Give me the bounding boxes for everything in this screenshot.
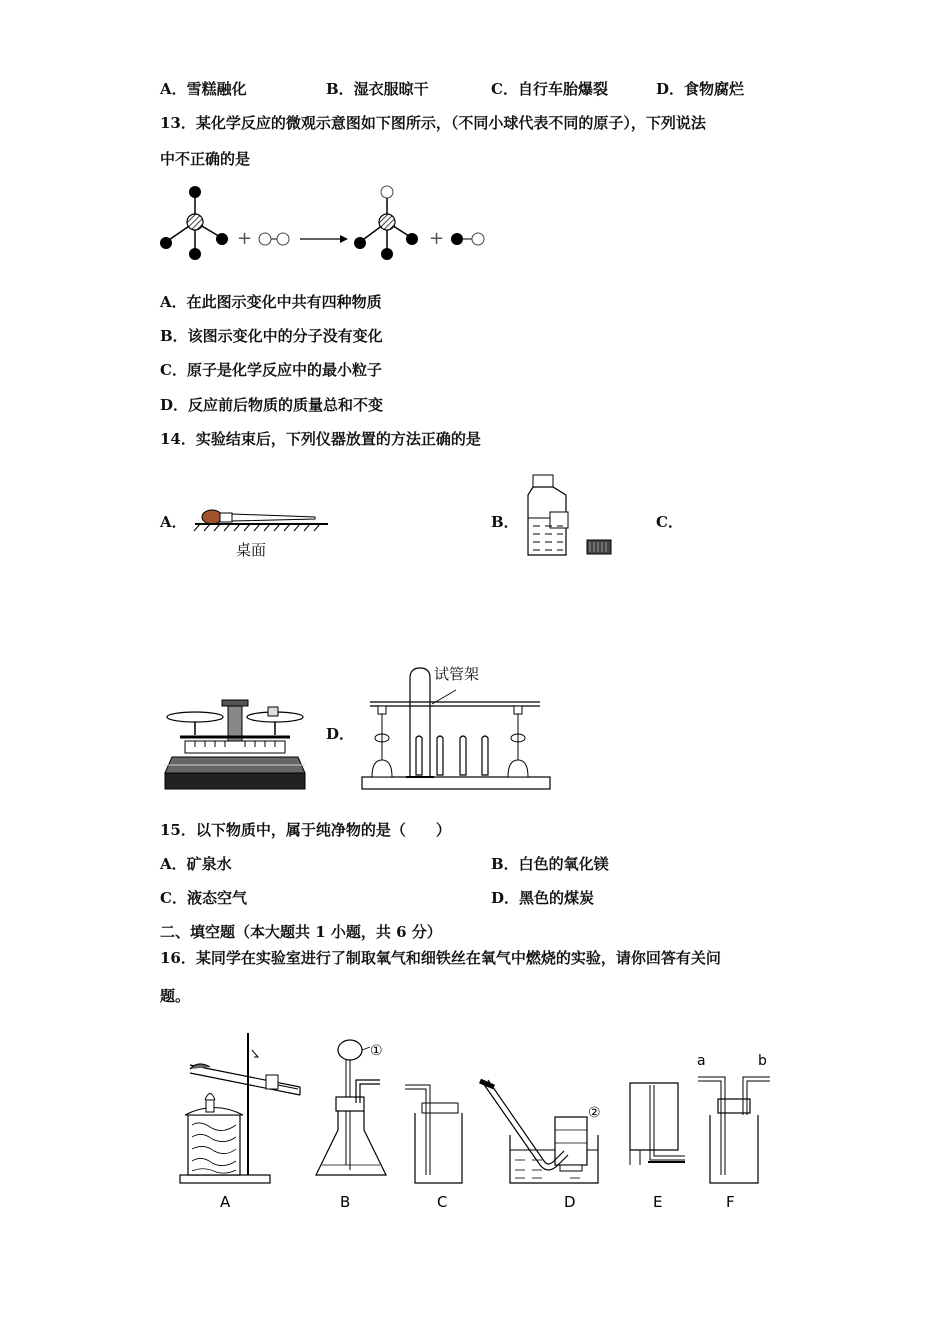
q12-option-d: D．食物腐烂 (656, 80, 745, 98)
label-e: E (653, 1193, 663, 1211)
port-b-label: b (758, 1053, 767, 1069)
q13-stem-line1: 13．某化学反应的微观示意图如下图所示，（不同小球代表不同的原子），下列说法 (160, 114, 706, 132)
lab-apparatus-figure (170, 1025, 790, 1220)
port-a-label: a (697, 1053, 706, 1069)
q15-option-b: B．白色的氧化镁 (491, 855, 609, 873)
q14-label-d: D． (326, 725, 355, 743)
q13-option-b: B．该图示变化中的分子没有变化 (160, 327, 383, 345)
reactant-molecule-2 (259, 233, 289, 245)
q14-stem: 14．实验结束后，下列仪器放置的方法正确的是 (160, 430, 481, 448)
q15-option-d: D．黑色的煤炭 (491, 889, 595, 907)
q13-option-a: A．在此图示变化中共有四种物质 (160, 293, 382, 311)
label-b: B (340, 1193, 351, 1211)
desk-label: 桌面 (236, 541, 267, 559)
label-d: D (564, 1193, 576, 1211)
q12-option-a: A．雪糕融化 (160, 80, 247, 98)
q13-stem-line2: 中不正确的是 (160, 150, 251, 168)
apparatus-d (480, 1080, 601, 1183)
q13-option-c: C．原子是化学反应中的最小粒子 (160, 361, 382, 379)
svg-text:+: + (237, 228, 253, 249)
label-a: A (220, 1193, 231, 1211)
q16-stem-line2: 题。 (160, 987, 191, 1005)
apparatus-b (316, 1040, 386, 1175)
label-c: C (437, 1193, 448, 1211)
product-molecule-2 (451, 233, 484, 245)
svg-text:+: + (429, 228, 445, 249)
q14-label-b: B． (491, 513, 519, 531)
section2-title: 二、填空题（本大题共 1 小题，共 6 分） (160, 923, 442, 941)
label-f: F (726, 1193, 735, 1211)
q15-option-c: C．液态空气 (160, 889, 247, 907)
reagent-bottle-figure (520, 470, 630, 560)
q12-option-c: C．自行车胎爆裂 (491, 80, 608, 98)
product-molecule-1 (354, 186, 418, 260)
q12-option-b: B．湿衣服晾干 (326, 80, 429, 98)
apparatus-e (630, 1083, 685, 1165)
q16-stem-line1: 16．某同学在实验室进行了制取氧气和细铁丝在氧气中燃烧的实验，请你回答有关问 (160, 949, 721, 967)
q14-label-a: A． (160, 513, 187, 531)
apparatus-c (405, 1085, 462, 1183)
reactant-molecule-1 (160, 186, 228, 260)
balance-scale-figure (160, 695, 310, 795)
marker-1: ① (370, 1043, 383, 1059)
q14-label-c: C． (656, 513, 683, 531)
apparatus-a (180, 1033, 300, 1183)
rack-label: 试管架 (434, 665, 480, 683)
q15-stem: 15．以下物质中，属于纯净物的是（ ） (160, 821, 451, 839)
molecule-reaction-diagram (150, 180, 500, 270)
q15-option-a: A．矿泉水 (160, 855, 232, 873)
marker-2: ② (588, 1105, 601, 1121)
q13-option-d: D．反应前后物质的质量总和不变 (160, 396, 384, 414)
apparatus-f (697, 1053, 770, 1183)
